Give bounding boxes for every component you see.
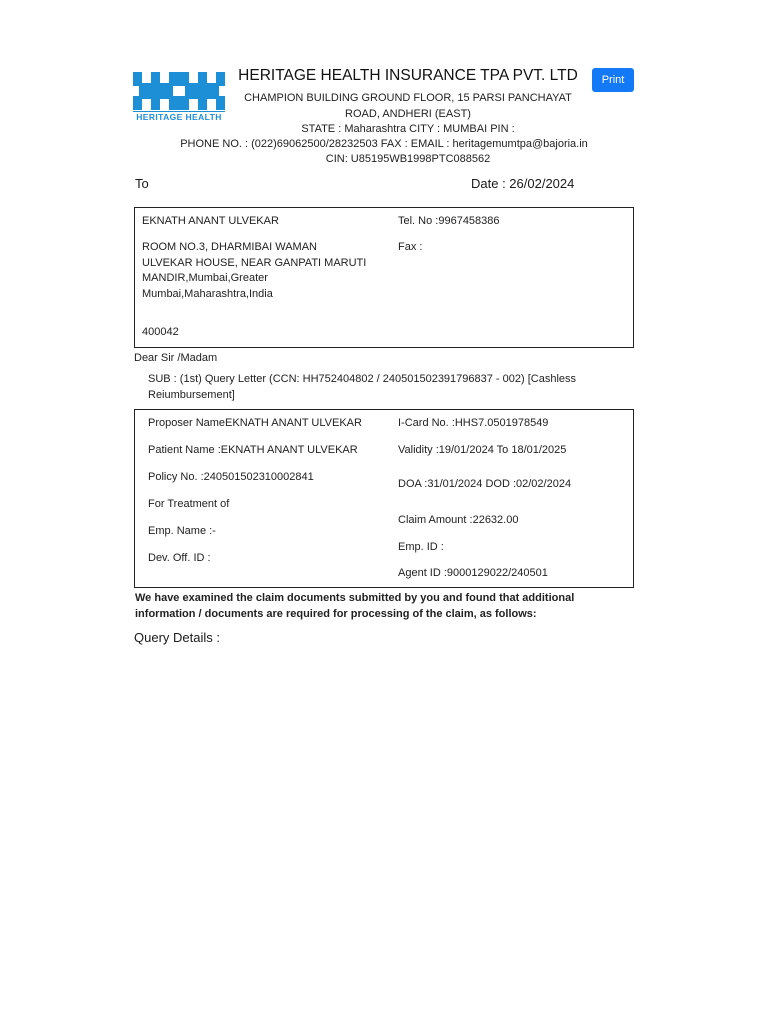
- claim-details-box: [134, 409, 634, 588]
- employee-id: Emp. ID :: [398, 541, 444, 553]
- addressee-box: [134, 207, 634, 348]
- dev-office-id: Dev. Off. ID :: [148, 552, 211, 564]
- letter-date: Date : 26/02/2024: [471, 176, 575, 191]
- heritage-health-logo: [133, 72, 225, 122]
- to-label: To: [135, 176, 149, 191]
- treatment-of: For Treatment of: [148, 498, 230, 510]
- addressee-fax: Fax :: [398, 241, 423, 253]
- agent-id: Agent ID :9000129022/240501: [398, 567, 548, 579]
- salutation: Dear Sir /Madam: [134, 352, 218, 364]
- admission-discharge-dates: DOA :31/01/2024 DOD :02/02/2024: [398, 478, 572, 490]
- claim-amount: Claim Amount :22632.00: [398, 514, 519, 526]
- logo-caption: HERITAGE HEALTH: [133, 111, 225, 122]
- employee-name: Emp. Name :-: [148, 525, 216, 537]
- addressee-address: ROOM NO.3, DHARMIBAI WAMAN ULVEKAR HOUSE, NEAR GANPATI MARUTI MANDIR,Mumbai,Greater Mumbai,Maharashtra,India: [142, 241, 367, 300]
- proposer-name: Proposer NameEKNATH ANANT ULVEKAR: [148, 417, 362, 429]
- company-cin: CIN: U85195WB1998PTC088562: [325, 153, 491, 165]
- patient-name: Patient Name :EKNATH ANANT ULVEKAR: [148, 444, 358, 456]
- company-contact-line: PHONE NO. : (022)69062500/28232503 FAX : EMAIL : heritagemumtpa@bajoria.in: [180, 138, 588, 150]
- logo-mark-icon: [133, 72, 225, 110]
- notice-paragraph: We have examined the claim documents submitted by you and found that additional information / documents are required for processing of the claim, as follows:: [135, 592, 575, 620]
- company-address: CHAMPION BUILDING GROUND FLOOR, 15 PARSI PANCHAYAT ROAD, ANDHERI (EAST): [244, 92, 572, 120]
- query-details-heading: Query Details :: [134, 630, 220, 645]
- addressee-pin: 400042: [142, 326, 179, 338]
- addressee-name: EKNATH ANANT ULVEKAR: [142, 215, 279, 227]
- print-button[interactable]: Print: [592, 68, 634, 92]
- icard-number: I-Card No. :HHS7.0501978549: [398, 417, 549, 429]
- subject-line: SUB : (1st) Query Letter (CCN: HH752404802 / 240501502391796837 - 002) [Cashless Reiumbursement]: [148, 373, 577, 401]
- addressee-tel: Tel. No :9967458386: [398, 215, 500, 227]
- policy-number: Policy No. :240501502310002841: [148, 471, 314, 483]
- policy-validity: Validity :19/01/2024 To 18/01/2025: [398, 444, 567, 456]
- company-name: HERITAGE HEALTH INSURANCE TPA PVT. LTD: [238, 67, 578, 84]
- company-state-line: STATE : Maharashtra CITY : MUMBAI PIN :: [301, 123, 515, 135]
